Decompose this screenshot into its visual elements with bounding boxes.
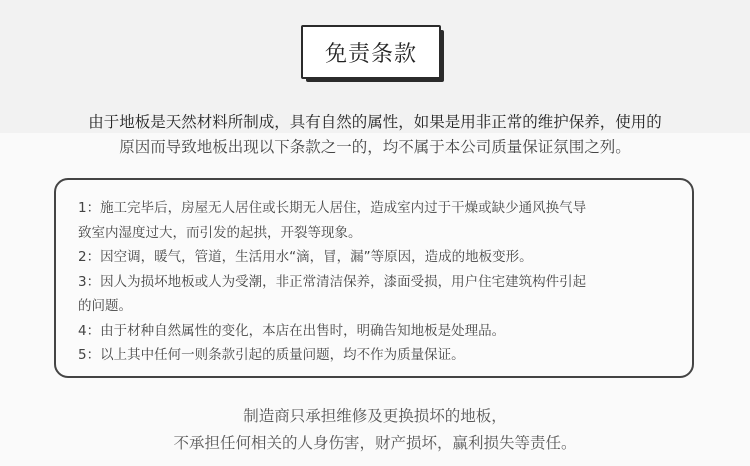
intro-paragraph (0, 110, 750, 160)
term-1-line-2: 致室内湿度过大，而引发的起拱，开裂等现象。 (78, 224, 362, 241)
term-item (78, 270, 678, 319)
term-4-line-1: 4：由于材种自然属性的变化，本店在出售时，明确告知地板是处理品。 (78, 322, 506, 339)
term-item (78, 343, 678, 368)
intro-line-2: 原因而导致地板出现以下条款之一的，均不属于本公司质量保证氛围之列。 (119, 138, 631, 156)
term-item (78, 245, 678, 270)
term-2-line-1: 2：因空调，暖气，管道，生活用水“滴，冒，漏”等原因，造成的地板变形。 (78, 249, 533, 265)
page-title: 免责条款 (301, 25, 441, 79)
term-item (78, 319, 678, 344)
term-3-line-1: 3：因人为损坏地板或人为受潮，非正常清洁保养，漆面受损，用户住宅建筑构件引起 (78, 273, 587, 290)
term-item (78, 196, 678, 245)
footer-line-2: 不承担任何相关的人身伤害，财产损坏，赢利损失等责任。 (173, 434, 577, 452)
footer-line-1: 制造商只承担维修及更换损坏的地板， (243, 407, 507, 425)
intro-line-1: 由于地板是天然材料所制成，具有自然的属性，如果是用非正常的维护保养，使用的 (88, 113, 662, 131)
footer-note (0, 403, 750, 457)
term-1-line-1: 1：施工完毕后，房屋无人居住或长期无人居住，造成室内过于干燥或缺少通风换气导 (78, 200, 587, 216)
term-5-line-1: 5：以上其中任何一则条款引起的质量问题，均不作为质量保证。 (78, 347, 465, 363)
term-3-line-2: 的问题。 (78, 298, 132, 314)
terms-list (78, 196, 678, 368)
